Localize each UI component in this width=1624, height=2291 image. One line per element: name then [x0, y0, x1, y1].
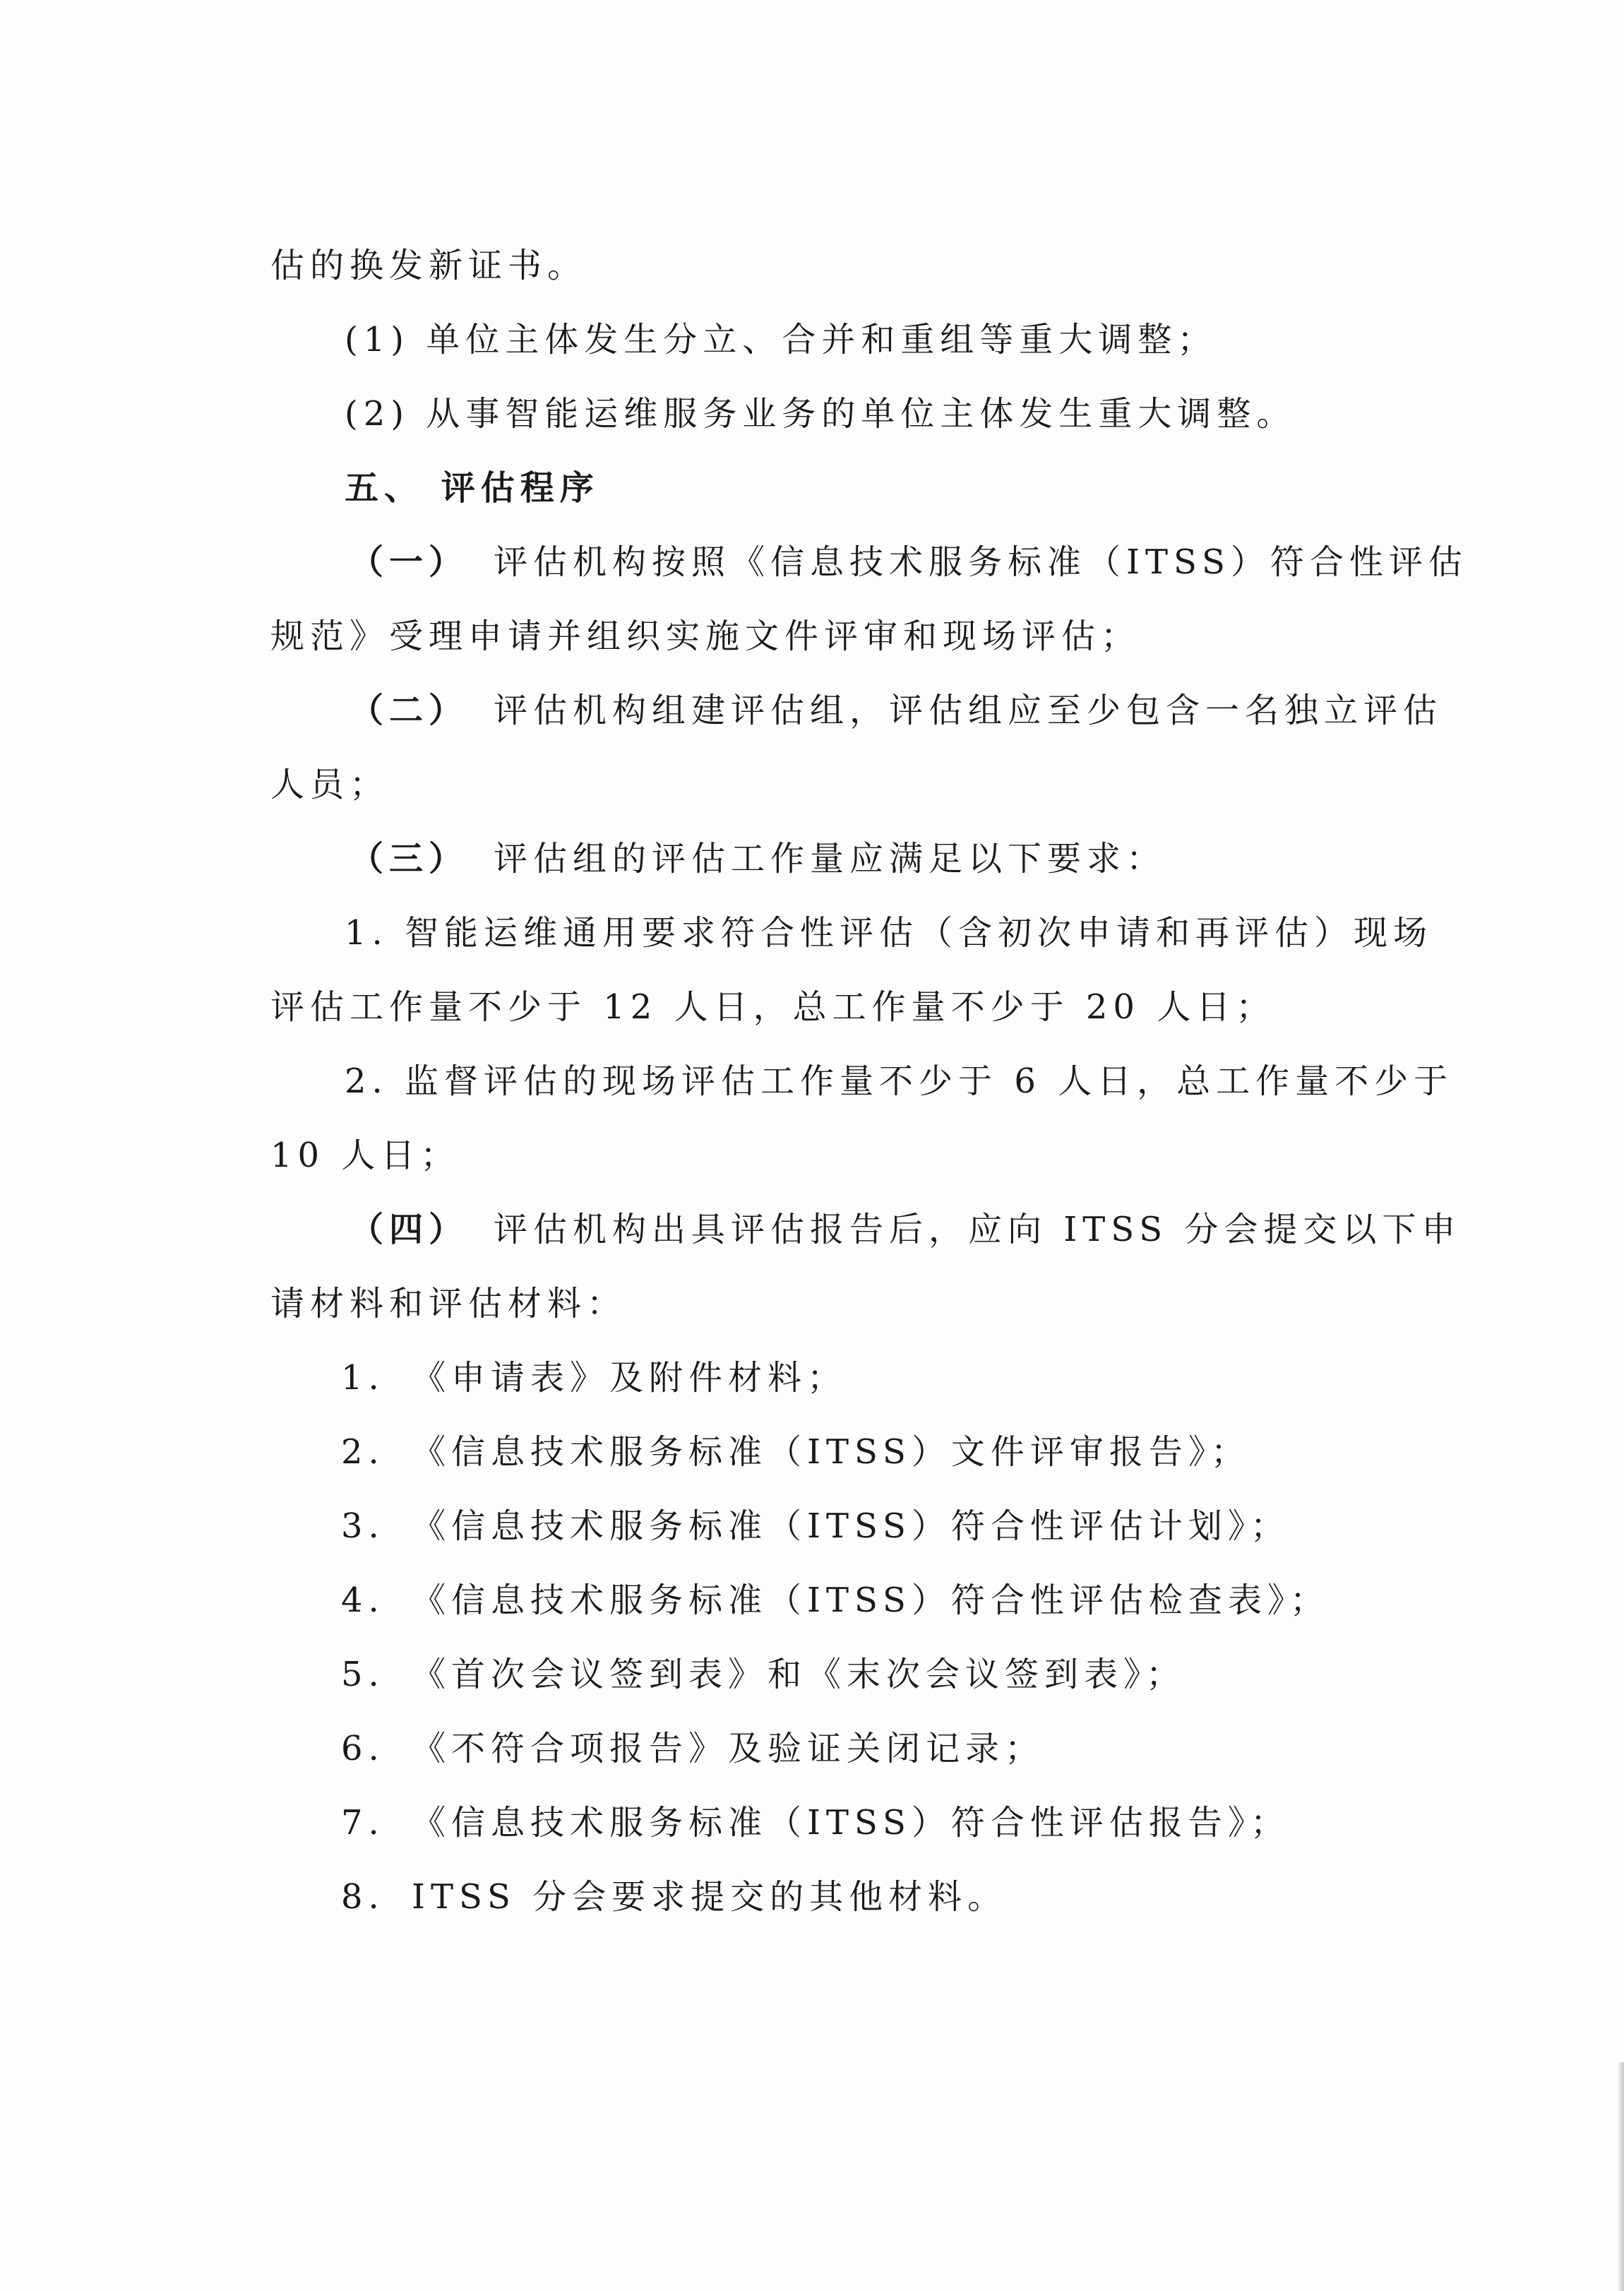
item-text: 《信息技术服务标准（ITSS）符合性评估计划》；	[412, 1506, 1290, 1546]
paragraph-line: 评估工作量不少于 12 人日，总工作量不少于 20 人日；	[270, 987, 1276, 1027]
subsection-text: 评估机构按照《信息技术服务标准（ITSS）符合性评估	[494, 542, 1468, 582]
item-text: 《信息技术服务标准（ITSS）符合性评估检查表》；	[412, 1581, 1330, 1620]
item-text: 《不符合项报告》及验证关闭记录；	[412, 1729, 1045, 1768]
subsection-text: 评估机构组建评估组，评估组应至少包含一名独立评估	[494, 691, 1443, 730]
item-number: 1.	[341, 1358, 385, 1398]
material-item	[341, 1875, 1007, 1919]
section-heading: 五、 评估程序	[345, 468, 599, 508]
paragraph-line: 估的换发新证书。	[270, 246, 587, 285]
list-item-2: (2) 从事智能运维服务业务的单位主体发生重大调整。	[345, 394, 1296, 434]
paragraph-line: 10 人日；	[270, 1136, 460, 1175]
material-item	[341, 1504, 1290, 1548]
item-text: 《信息技术服务标准（ITSS）文件评审报告》；	[412, 1432, 1250, 1472]
paragraph-line: 人员；	[270, 765, 390, 804]
item-number: 8.	[341, 1877, 385, 1917]
paragraph-line: 规范》受理申请并组织实施文件评审和现场评估；	[270, 617, 1141, 656]
subsection-label: （四）	[350, 1210, 469, 1249]
scan-edge-shadow	[1617, 2062, 1624, 2291]
item-number: 4.	[341, 1581, 385, 1620]
material-item	[341, 1578, 1330, 1622]
item-number: 3.	[341, 1506, 385, 1546]
subsection-1	[350, 540, 1468, 584]
item-number: 6.	[341, 1729, 385, 1768]
item-text: ITSS 分会要求提交的其他材料。	[412, 1877, 1008, 1917]
subsection-label: （三）	[350, 839, 469, 879]
subsection-4	[350, 1208, 1461, 1251]
material-item	[341, 1801, 1290, 1845]
material-item	[341, 1356, 847, 1400]
subsection-text: 评估组的评估工作量应满足以下要求：	[494, 839, 1166, 879]
material-item	[341, 1653, 1186, 1696]
subsection-3	[350, 837, 1166, 881]
subsection-2	[350, 689, 1443, 732]
paragraph-line: 1. 智能运维通用要求符合性评估（含初次申请和再评估）现场	[345, 913, 1433, 953]
material-item	[341, 1727, 1044, 1771]
item-text: 《申请表》及附件材料；	[412, 1358, 847, 1398]
item-number: 7.	[341, 1803, 385, 1843]
subsection-label: （二）	[350, 691, 469, 730]
material-item	[341, 1430, 1250, 1474]
paragraph-line: 请材料和评估材料：	[270, 1284, 627, 1323]
paragraph-line: 2. 监督评估的现场评估工作量不少于 6 人日，总工作量不少于	[345, 1061, 1454, 1101]
item-number: 5.	[341, 1655, 385, 1694]
subsection-label: （一）	[350, 542, 469, 582]
subsection-text: 评估机构出具评估报告后，应向 ITSS 分会提交以下申	[494, 1210, 1462, 1249]
item-text: 《首次会议签到表》和《末次会议签到表》；	[412, 1655, 1186, 1694]
item-text: 《信息技术服务标准（ITSS）符合性评估报告》；	[412, 1803, 1290, 1843]
list-item-1: (1) 单位主体发生分立、合并和重组等重大调整；	[345, 320, 1217, 359]
item-number: 2.	[341, 1432, 385, 1472]
